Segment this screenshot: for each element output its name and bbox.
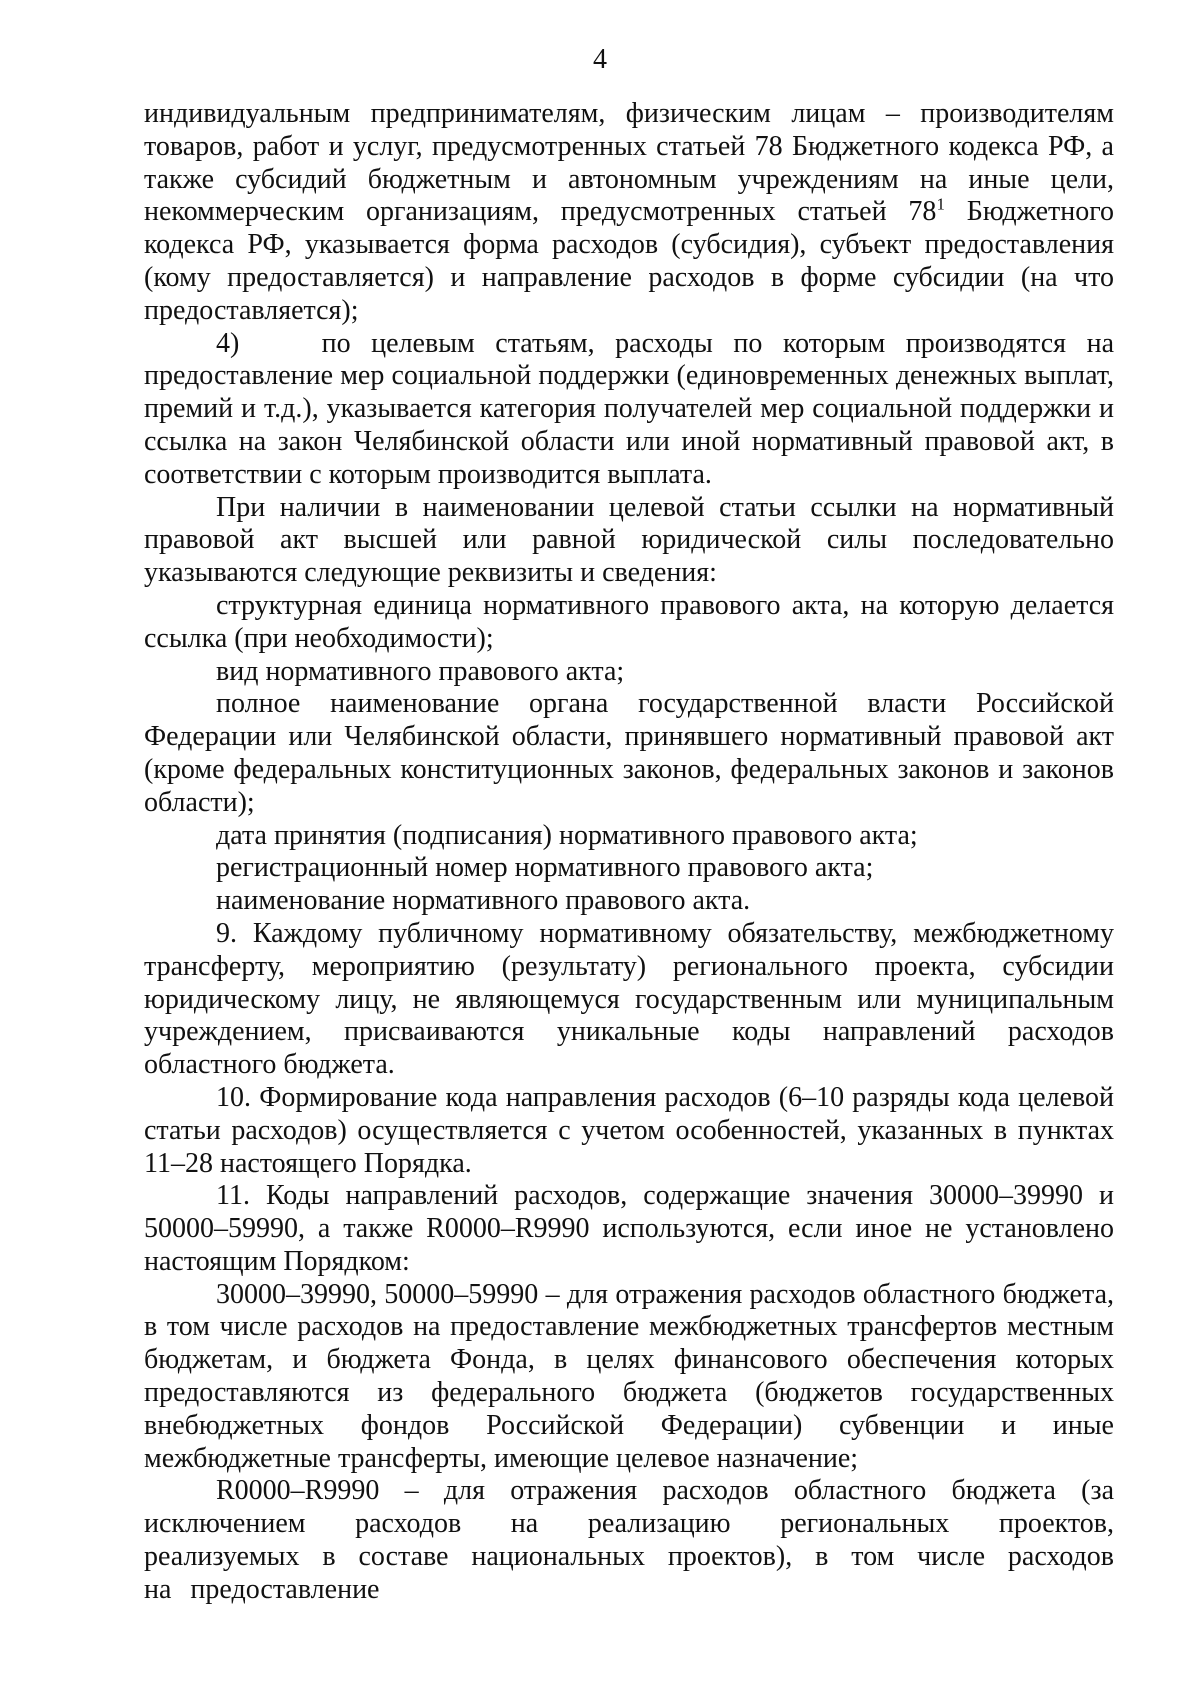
list-item-structural-unit: структурная единица нормативного правового акта, на которую делается ссылка (при необходимости); bbox=[144, 589, 1114, 654]
list-item-authority: полное наименование органа государственной власти Российской Федерации или Челябинской области, принявшего нормативный правовой акт (кроме федеральных конституционных законов, федеральных законов и законов области); bbox=[144, 688, 1114, 818]
paragraph-10: 10. Формирование кода направления расходов (6–10 разряды кода целевой статьи расходов) осуществляется с учетом особенностей, указанных в пунктах 11–28 настоящего Порядка. bbox=[144, 1081, 1114, 1179]
paragraph-9: 9. Каждому публичному нормативному обязательству, межбюджетному трансферту, мероприятию (результату) регионального проекта, субсидии юридическому лицу, не являющемуся государственным или муниципальным учреждением, присваиваются уникальные коды направлений расходов областного бюджета. bbox=[144, 917, 1114, 1081]
paragraph-item-4: 4) по целевым статьям, расходы по которым производятся на предоставление мер социальной поддержки (единовременных денежных выплат, премий и т.д.), указывается категория получателей мер социальной поддержки и ссылка на закон Челябинской области или иной нормативный правовой акт, в соответствии с которым производится выплата. bbox=[144, 327, 1114, 490]
list-item-act-type: вид нормативного правового акта; bbox=[216, 655, 625, 687]
paragraph-text-cont: Бюджетного кодекса РФ, указывается форма расходов (субсидия), субъект предоставления (кому предоставляется) и направление расходов в форме субсидии (на что предоставляется); bbox=[144, 196, 1115, 326]
list-item-reg-number: регистрационный номер нормативного правового акта; bbox=[216, 852, 874, 884]
paragraph-11-codes-r0000: R0000–R9990 – для отражения расходов областного бюджета (за исключением расходов на реализацию региональных проектов, реализуемых в составе национальных проектов), в том числе расходов на предоставление bbox=[144, 1475, 1114, 1605]
list-item-act-name: наименование нормативного правового акта. bbox=[216, 885, 751, 917]
paragraph-text: индивидуальным предпринимателям, физическим лицам – производителям товаров, работ и услуг, предусмотренных статьей 78 Бюджетного кодекса РФ, а также субсидий бюджетным и автономным учреждениям на иные цели, некоммерческим организациям, предусмотренных статьей 78 bbox=[144, 98, 1114, 228]
document-body bbox=[144, 98, 1114, 1607]
paragraph-11: 11. Коды направлений расходов, содержащие значения 30000–39990 и 50000–59990, а также R0000–R9990 используются, если иное не установлено настоящим Порядком: bbox=[144, 1180, 1114, 1277]
paragraph-11-codes-30000: 30000–39990, 50000–59990 – для отражения расходов областного бюджета, в том числе расходов на предоставление межбюджетных трансфертов местным бюджетам, и бюджета Фонда, в целях финансового обеспечения которых предоставляются из федерального бюджета (бюджетов государственных внебюджетных фондов Российской Федерации) субвенции и иные межбюджетные трансферты, имеющие целевое назначение; bbox=[144, 1278, 1114, 1474]
paragraph-requisites-intro: При наличии в наименовании целевой статьи ссылки на нормативный правовой акт высшей или равной юридической силы последовательно указываются следующие реквизиты и сведения: bbox=[144, 491, 1114, 589]
list-item-date: дата принятия (подписания) нормативного правового акта; bbox=[216, 819, 918, 851]
page-number: 4 bbox=[593, 44, 607, 75]
superscript-1: 1 bbox=[936, 195, 945, 215]
paragraph-continuation bbox=[144, 98, 1114, 328]
